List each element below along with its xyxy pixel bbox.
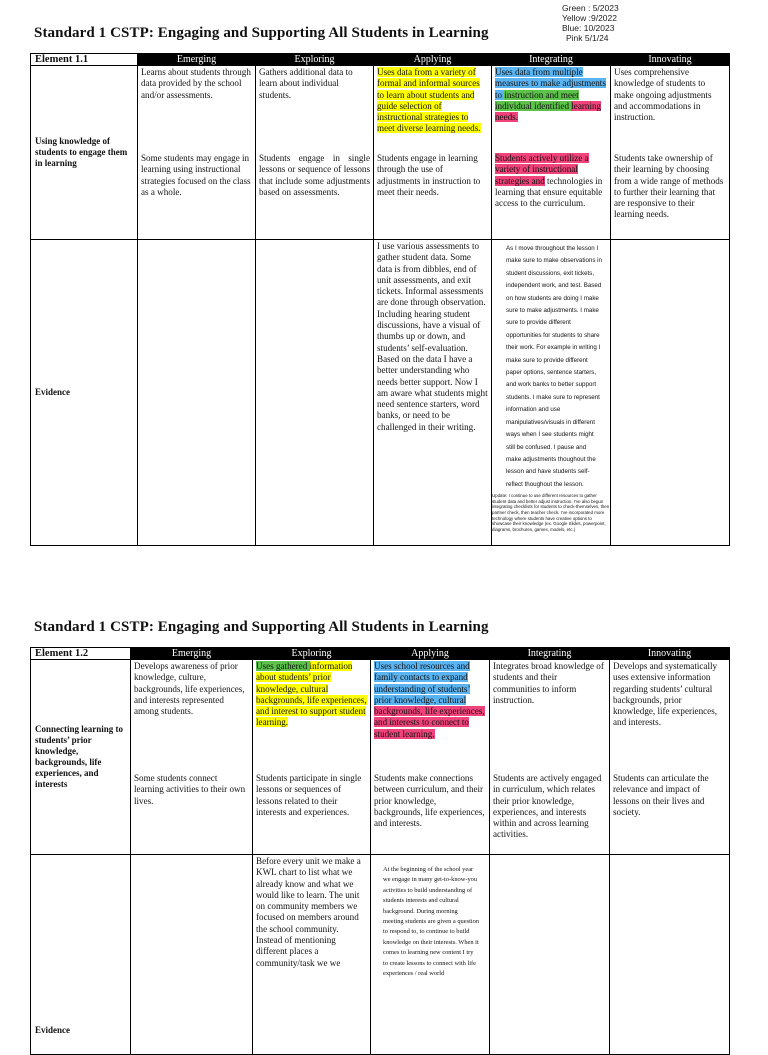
evidence-cell-innovating xyxy=(610,855,730,1055)
evidence-cell-applying xyxy=(371,855,490,1055)
evidence-integrating: As I move throughout the lesson I make sure to make observations in student discussions, exit tickets, independent work, and test. Based on how students are doing I make sure to make adjustments. I make sure to provide different opportunities for students to share their work. For example in writing I make sure to provide different paper options, sentence starters, and work banks to better support students. I make sure to represent information and use manipulatives/visuals in different ways when I see students might still be confused. I pause and make adjustments thoughout the lesson and have students self-reflect thoughout the lesson. xyxy=(506,245,602,488)
evidence-cell-emerging xyxy=(138,240,256,546)
teacher-descriptor: Integrates broad knowledge of students and their communities to inform instruction. xyxy=(493,661,604,705)
rubric-table-1-2 xyxy=(30,647,730,1055)
section-title: Standard 1 CSTP: Engaging and Supporting All Students in Learning xyxy=(34,25,489,41)
evidence-label: Evidence xyxy=(31,240,138,546)
level-header-emerging: Emerging xyxy=(131,648,253,660)
level-header-exploring: Exploring xyxy=(253,648,371,660)
student-descriptor: Some students may engage in learning using instructional strategies focused on the class as a whole. xyxy=(141,153,251,197)
evidence-applying: I use various assessments to gather student data. Some data is from dibbles, end of unit assessments, and exit tickets. Informal assessments are done through observation. Including hearing student discussions, have a visual of thumbs up or down, and students’ self-evaluation. Based on the data I have a better understanding who needs better support. Now I am aware what students might need sentence starters, word banks, or need to be challenged in their writing. xyxy=(374,240,492,546)
row-label: Connecting learning to students’ prior knowledge, backgrounds, life experiences, and interests xyxy=(31,660,131,855)
teacher-descriptor: Learns about students through data provided by the school and/or assessments. xyxy=(141,67,251,100)
student-descriptor: Students take ownership of their learning by choosing from a wide range of methods to further their learning that are responsive to their learning needs. xyxy=(614,153,724,220)
evidence-cell-emerging xyxy=(131,855,253,1055)
rubric-cell-applying xyxy=(371,660,490,855)
evidence-cell-integrating xyxy=(490,855,610,1055)
legend-yellow: Yellow :9/2022 xyxy=(562,13,617,23)
level-header-innovating: Innovating xyxy=(611,54,730,66)
evidence-exploring: Before every unit we make a KWL chart to list what we already know and what we would like to learn. The unit on community members we focused on members around the school community. Instead of mentioning different places a community/task we we xyxy=(253,855,371,1055)
teacher-descriptor: Develops and systematically uses extensive information regarding students’ cultural backgrounds, prior knowledge, life experiences, and interests. xyxy=(613,661,718,728)
level-header-exploring: Exploring xyxy=(256,54,374,66)
student-descriptor: Students participate in single lessons or sequences of lessons related to their interests and experiences. xyxy=(256,773,362,817)
teacher-descriptor-highlight-blue: Uses school resources and family contacts to expand understanding of students’ prior knowledge, cultural xyxy=(374,661,471,705)
legend-pink: Pink 5/1/24 xyxy=(566,33,609,43)
section-title: Standard 1 CSTP: Engaging and Supporting All Students in Learning xyxy=(34,619,489,635)
rubric-cell-exploring xyxy=(253,660,371,855)
teacher-descriptor-highlight-green: instruction and meet individual identified xyxy=(495,89,579,111)
rubric-cell-exploring xyxy=(256,66,374,240)
rubric-cell-emerging xyxy=(131,660,253,855)
student-descriptor: Some students connect learning activities to their own lives. xyxy=(134,773,246,806)
teacher-descriptor-highlight-green: Uses gathered xyxy=(256,661,310,671)
student-descriptor: Students engage in single lessons or sequence of lessons that include some adjustments based on assessments. xyxy=(259,153,370,197)
evidence-cell-exploring xyxy=(256,240,374,546)
rubric-cell-integrating xyxy=(490,660,610,855)
legend-green: Green : 5/2023 xyxy=(562,3,619,13)
level-header-integrating: Integrating xyxy=(490,648,610,660)
evidence-update-note: Update: I continue to use different resources to gather student data and better adjust instruction. I’ve also begun integrating checklists for students to check-themselves, then partner check, then teacher check. I’ve incorporated more technology where students have creative options to showcase their knowledge (ex. Google Slides, powerpoint, diagrams, brochures, games, models, etc.) xyxy=(492,493,610,532)
teacher-descriptor: Uses comprehensive knowledge of students to make ongoing adjustments and accommodations in instruction. xyxy=(614,67,712,123)
level-header-innovating: Innovating xyxy=(610,648,730,660)
evidence-cell-integrating xyxy=(492,240,611,546)
evidence-cell-innovating xyxy=(611,240,730,546)
teacher-descriptor-highlight-pink: learning needs. xyxy=(495,100,602,123)
student-descriptor: Students engage in learning through the use of adjustments in instruction to meet their needs. xyxy=(377,153,481,197)
student-descriptor: Students make connections between curriculum, and their prior knowledge, backgrounds, life experiences, and interests. xyxy=(374,773,485,829)
teacher-descriptor-highlight-pink: backgrounds, life experiences, and interests to connect to student learning. xyxy=(374,706,485,739)
teacher-descriptor: Gathers additional data to learn about individual students. xyxy=(259,67,353,100)
element-label: Element 1.1 xyxy=(31,54,138,66)
teacher-descriptor: Develops awareness of prior knowledge, culture, backgrounds, life experiences, and interests represented among students. xyxy=(134,661,245,717)
element-label: Element 1.2 xyxy=(31,648,131,660)
highlight-legend xyxy=(562,3,642,43)
level-header-applying: Applying xyxy=(371,648,490,660)
student-descriptor-highlight-pink: Students actively utilize a variety of instructional strategies and xyxy=(495,153,589,186)
legend-blue: Blue: 10/2023 xyxy=(562,23,615,33)
evidence-applying: At the beginning of the school year we engage in many get-to-know-you activities to build understanding of students interests and cultural background. During morning meeting students are given a question to respond to, to continue to build knowledge on their interests. When it comes to learning new content I try to create lessons to connect with life experiences / real world xyxy=(383,866,480,978)
student-descriptor: technologies in learning that ensure equitable access to the curriculum. xyxy=(495,175,603,209)
teacher-descriptor-highlight-yellow: information about xyxy=(256,661,353,683)
rubric-table-1-1 xyxy=(30,53,730,546)
level-header-integrating: Integrating xyxy=(492,54,611,66)
rubric-cell-innovating xyxy=(611,66,730,240)
level-header-emerging: Emerging xyxy=(138,54,256,66)
evidence-label: Evidence xyxy=(31,855,131,1055)
rubric-cell-applying xyxy=(374,66,492,240)
student-descriptor: Students can articulate the relevance and impact of lessons on their lives and society. xyxy=(613,773,709,817)
rubric-cell-integrating xyxy=(492,66,611,240)
teacher-descriptor-highlight-yellow: Uses data from a variety of formal and informal sources to learn about students and guide selection of instructional strategies to meet diverse learning needs. xyxy=(377,67,481,134)
level-header-applying: Applying xyxy=(374,54,492,66)
student-descriptor: Students are actively engaged in curriculum, which relates their prior knowledge, experiences, and interests within and across learning activities. xyxy=(493,773,602,840)
teacher-descriptor-highlight-blue: Uses data from multiple measures to make adjustments to xyxy=(495,67,606,100)
teacher-descriptor-highlight-yellow: students’ prior knowledge, cultural backgrounds, life experiences, and interest to support student learning. xyxy=(256,672,367,728)
rubric-cell-innovating xyxy=(610,660,730,855)
row-label: Using knowledge of students to engage them in learning xyxy=(31,66,138,240)
rubric-cell-emerging xyxy=(138,66,256,240)
